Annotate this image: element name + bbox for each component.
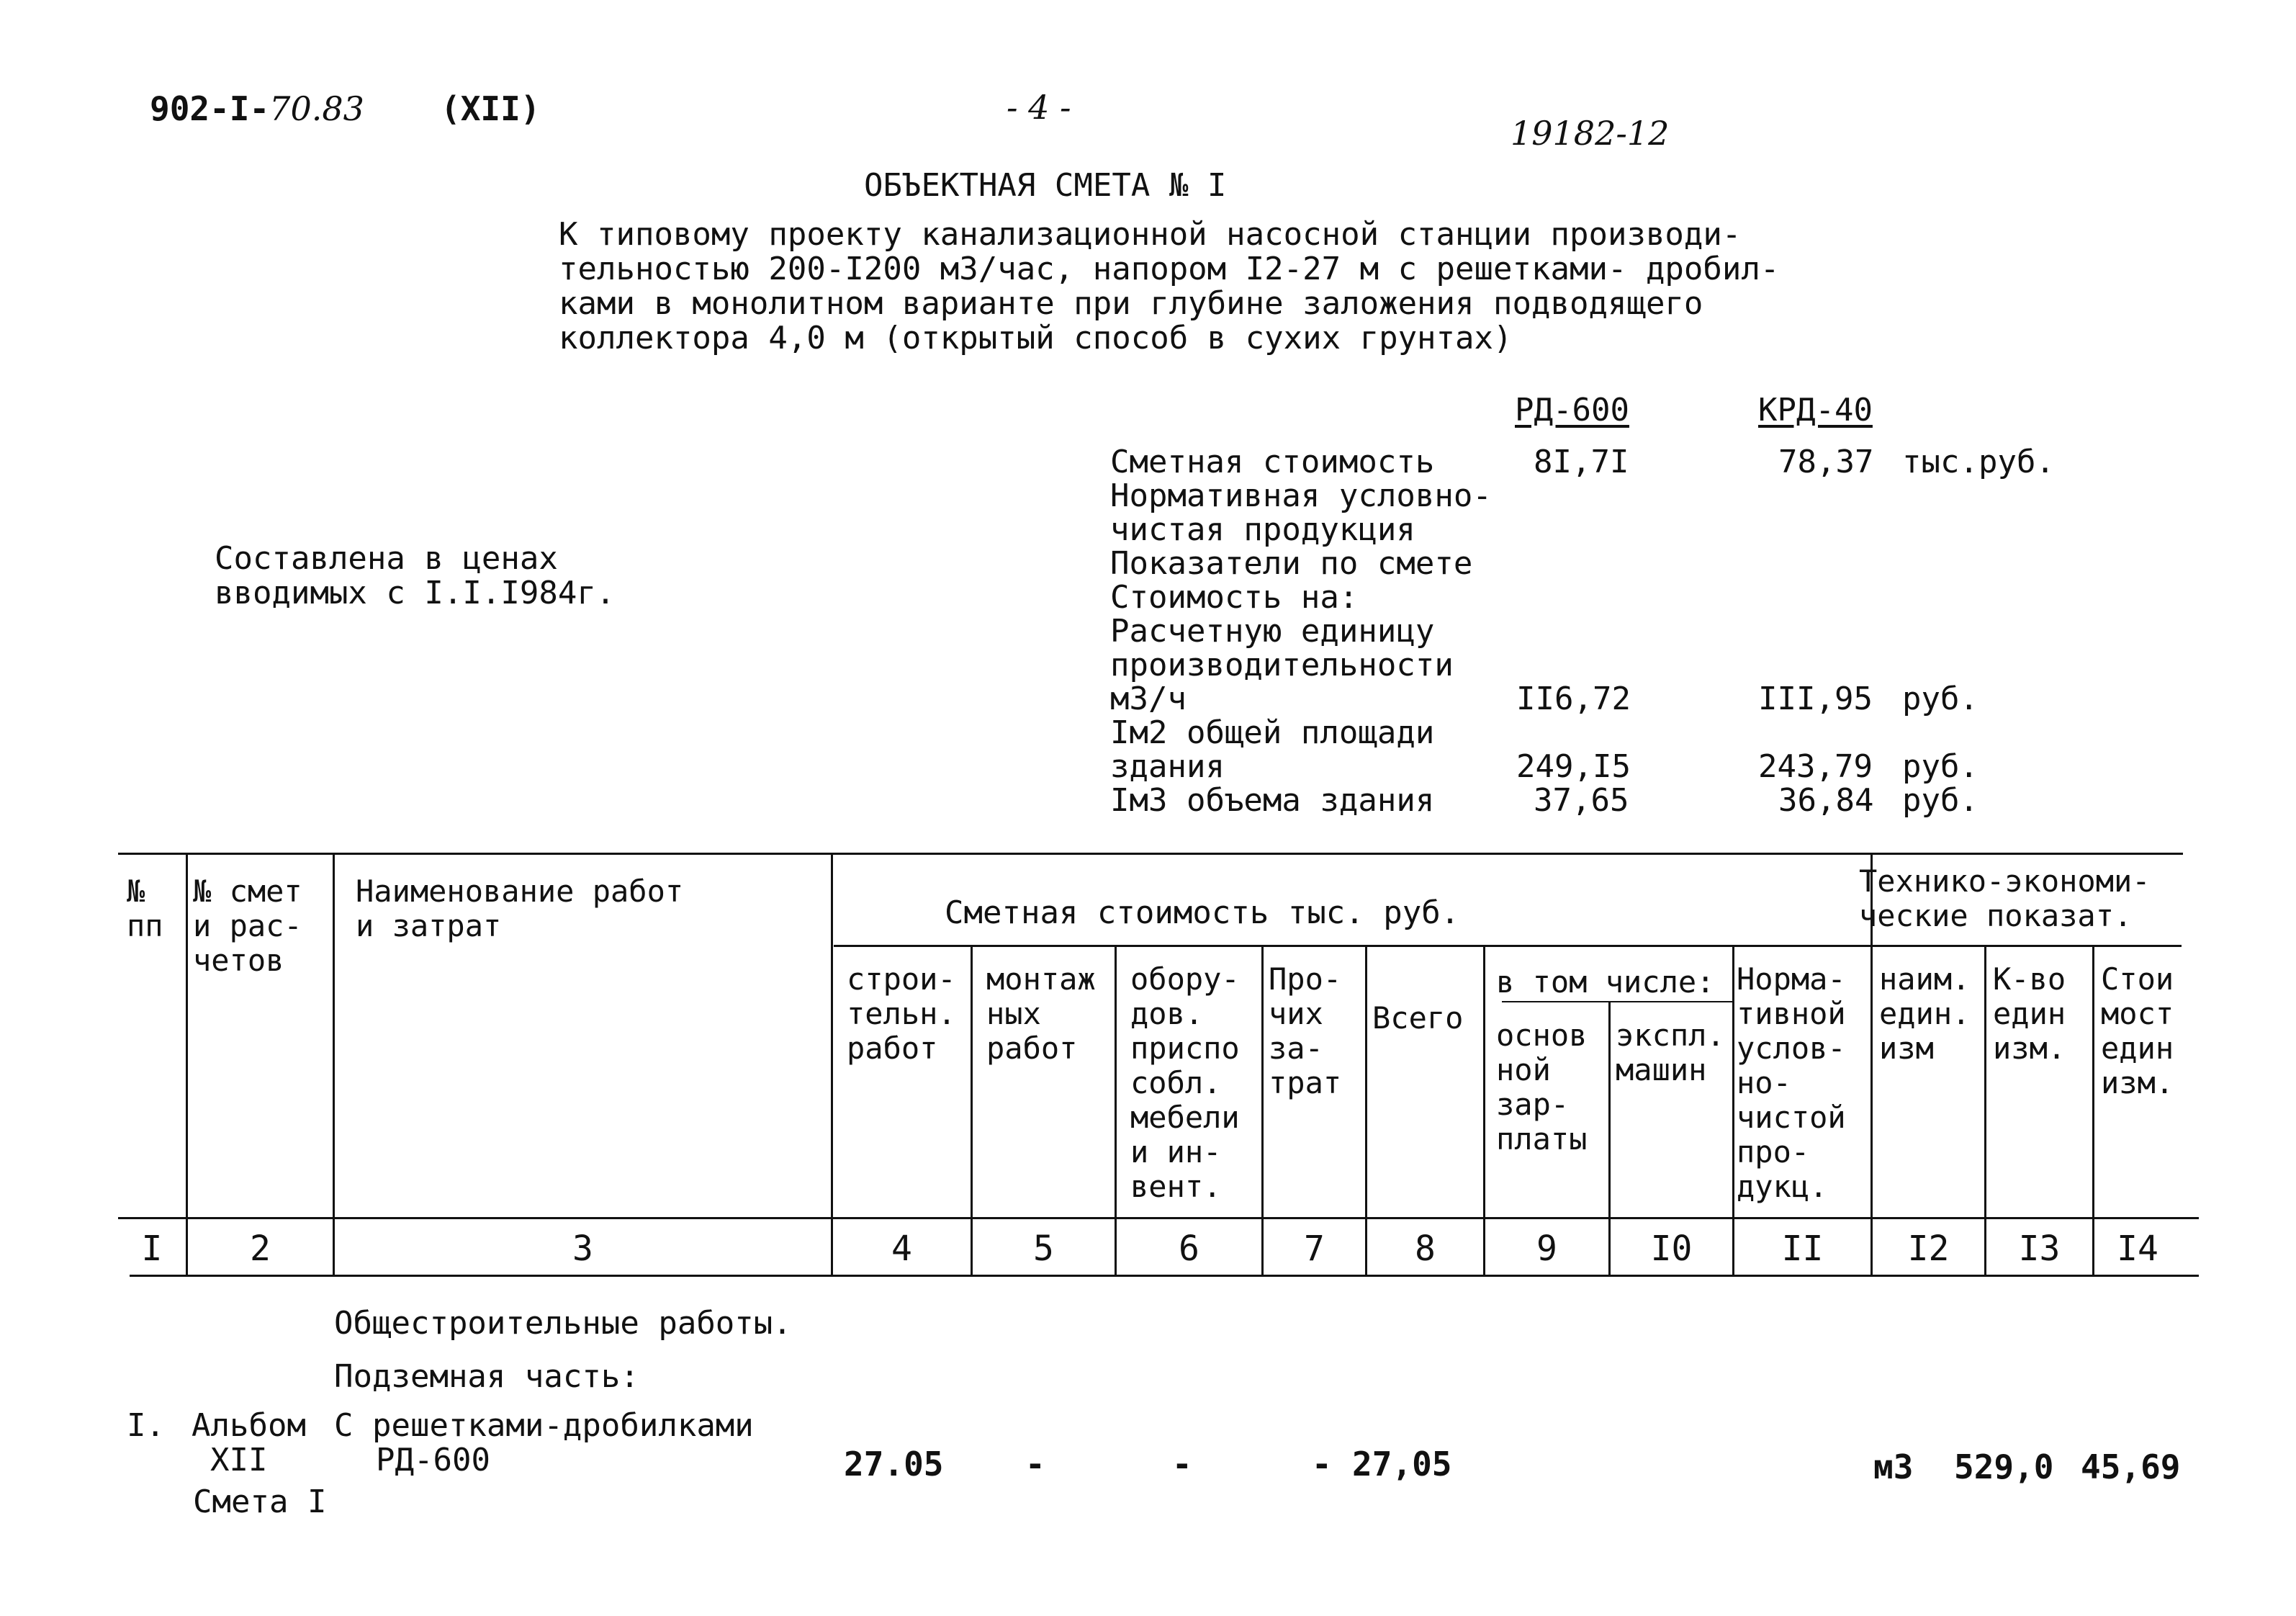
column-number: 5 — [1033, 1229, 1054, 1269]
column-number: 7 — [1304, 1229, 1325, 1269]
header-estimate-number: № смет и рас- четов — [193, 874, 302, 978]
col-divider — [1365, 945, 1367, 1275]
indicator-label: Нормативная условно- — [1110, 477, 1492, 514]
column-number: I — [141, 1229, 163, 1269]
cell-construction-cost: 27.05 — [844, 1445, 944, 1483]
header-unit-quantity: К-во един изм. — [1993, 961, 2066, 1066]
indicator-value-b: 243,79 — [1758, 748, 1873, 785]
indicator-value-a: 8I,7I — [1534, 444, 1629, 480]
indicator-label: чистая продукция — [1110, 511, 1415, 548]
header-including: в том числе: — [1496, 964, 1715, 1000]
indicator-unit: тыс.руб. — [1902, 444, 2055, 480]
registration-number: 19182-12 — [1511, 114, 1670, 153]
col-divider — [1483, 945, 1485, 1275]
header-estimated-cost: Сметная стоимость тыс. руб. — [945, 894, 1460, 931]
page-number: - 4 - — [1007, 88, 1071, 127]
header-installation-works: монтаж ных работ — [986, 961, 1096, 1066]
indicator-label: Сметная стоимость — [1110, 444, 1435, 480]
cell-equipment-cost: - — [1172, 1445, 1192, 1483]
col-divider — [2092, 945, 2094, 1275]
header-technical-indicators: Технико-экономи- ческие показат. — [1859, 863, 2151, 933]
cell-unit-name: м3 — [1873, 1447, 1914, 1486]
column-number: I0 — [1650, 1229, 1693, 1269]
column-number: 3 — [572, 1229, 593, 1269]
header-row-number: № пп — [127, 874, 163, 943]
header-total: Всего — [1372, 1000, 1464, 1036]
col-divider — [1732, 945, 1734, 1275]
cell-unit-quantity: 529,0 — [1954, 1447, 2054, 1486]
album-label: Альбом — [192, 1407, 306, 1444]
indicator-unit: руб. — [1902, 748, 1978, 785]
cell-other-cost: - — [1312, 1445, 1332, 1483]
col-divider — [1261, 945, 1264, 1275]
column-numbers-top-rule — [118, 1217, 2199, 1219]
row-number: I. — [127, 1407, 165, 1444]
indicator-value-b: III,95 — [1758, 681, 1873, 717]
col-divider — [333, 854, 335, 1275]
column-number: 8 — [1415, 1229, 1436, 1269]
doc-code: 902-I-70.83 — [150, 89, 364, 128]
indicator-label: производительности — [1110, 647, 1454, 683]
subject-line: коллектора 4,0 м (открытый способ в сухих грунтах) — [559, 320, 1513, 356]
header-work-name: Наименование работ и затрат — [356, 874, 684, 943]
header-other-costs: Про- чих за- трат — [1269, 961, 1342, 1100]
indicator-label: м3/ч — [1110, 681, 1187, 717]
column-number: 6 — [1179, 1229, 1199, 1269]
column-numbers-bottom-rule — [130, 1275, 2199, 1277]
work-name-model: РД-600 — [376, 1442, 490, 1478]
indicator-value-a: 249,I5 — [1516, 748, 1631, 785]
indicator-label: Расчетную единицу — [1110, 613, 1435, 650]
indicator-label: Стоимость на: — [1110, 579, 1359, 616]
album-number: XII — [210, 1442, 268, 1478]
document-title: ОБЪЕКТНАЯ СМЕТА № I — [864, 167, 1227, 204]
cost-header-rule — [834, 945, 2182, 947]
header-equipment: обору- дов. приспо собл. мебели и ин- вент. — [1130, 961, 1240, 1204]
incl-header-rule — [1502, 1001, 1732, 1002]
indicator-unit: руб. — [1902, 782, 1978, 819]
column-number: 4 — [891, 1229, 912, 1269]
col-divider — [186, 854, 188, 1275]
column-number: I2 — [1907, 1229, 1950, 1269]
cell-total-cost: 27,05 — [1352, 1445, 1452, 1483]
header-unit-cost: Стои мост един изм. — [2101, 961, 2174, 1100]
indicator-label: здания — [1110, 748, 1225, 785]
subject-line: тельностью 200-I200 м3/час, напором I2-27 м с решетками- дробил- — [559, 251, 1780, 287]
col-divider — [971, 945, 973, 1275]
subject-line: К типовому проекту канализационной насосной станции производи- — [559, 216, 1742, 253]
indicator-value-b: 36,84 — [1778, 782, 1874, 819]
indicator-column-b: КРД-40 — [1758, 392, 1873, 428]
indicator-column-a: РД-600 — [1515, 392, 1629, 428]
column-number: I4 — [2117, 1229, 2158, 1269]
table-top-rule — [118, 853, 2183, 855]
col-divider — [1115, 945, 1117, 1275]
indicator-unit: руб. — [1902, 681, 1978, 717]
indicator-value-b: 78,37 — [1778, 444, 1874, 480]
column-number: 2 — [250, 1229, 271, 1269]
column-number: II — [1781, 1229, 1824, 1269]
header-machine-operation: экспл. машин — [1616, 1018, 1725, 1087]
col-divider — [1984, 945, 1986, 1275]
header-unit-name: наим. един. изм — [1879, 961, 1971, 1066]
indicator-value-a: 37,65 — [1534, 782, 1629, 819]
volume-label: (XII) — [441, 89, 541, 128]
subsection-title: Подземная часть: — [334, 1358, 639, 1395]
indicator-value-a: II6,72 — [1516, 681, 1631, 717]
doc-code-handwritten: 70.83 — [269, 89, 364, 128]
subject-line: ками в монолитном варианте при глубине заложения подводящего — [559, 285, 1703, 322]
column-number: 9 — [1536, 1229, 1557, 1269]
indicator-label: Iм2 общей площади — [1110, 714, 1435, 751]
header-base-wages: основ ной зар- платы — [1496, 1018, 1588, 1157]
estimate-reference: Смета I — [193, 1483, 327, 1520]
work-name: С решетками-дробилками — [334, 1407, 754, 1444]
col-divider — [831, 854, 833, 1275]
section-title: Общестроительные работы. — [334, 1305, 792, 1342]
column-number: I3 — [2018, 1229, 2061, 1269]
cell-installation-cost: - — [1025, 1445, 1045, 1483]
header-construction-works: строи- тельн. работ — [847, 961, 956, 1066]
indicator-label: Показатели по смете — [1110, 545, 1473, 582]
cell-unit-cost: 45,69 — [2081, 1447, 2181, 1486]
header-net-product: Норма- тивной услов- но- чистой про- дукц. — [1737, 961, 1846, 1204]
indicator-label: Iм3 объема здания — [1110, 782, 1435, 819]
